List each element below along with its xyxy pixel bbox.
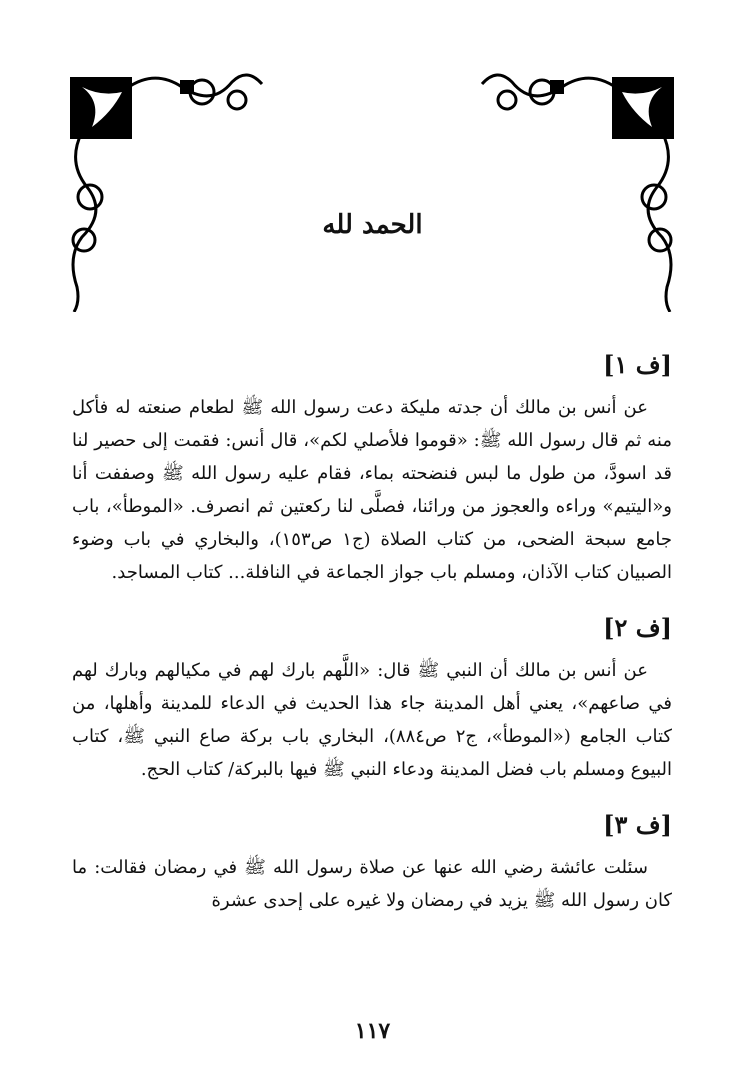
ornamental-header-frame xyxy=(62,62,682,312)
text-body xyxy=(72,350,672,941)
page-title: الحمد لله xyxy=(322,210,423,240)
section-paragraph: عن أنس بن مالك أن النبي ﷺ قال: «اللَّهم بارك لهم في مكيالهم وبارك لهم في صاعهم»، يعني أهل المدينة جاء هذا الحديث في الدعاء للمدينة وأهلها، من كتاب الجامع («الموطأ»، ج٢ ص٨٨٤)، البخاري باب بركة صاع النبي ﷺ، كتاب البيوع ومسلم باب فضل المدينة ودعاء النبي ﷺ فيها بالبركة/ كتاب الحج. xyxy=(72,660,673,780)
section-paragraph: عن أنس بن مالك أن جدته مليكة دعت رسول الله ﷺ لطعام صنعته له فأكل منه ثم قال رسول الله ﷺ: «قوموا فلأصلي لكم»، قال أنس: فقمت إلى حصير لنا قد اسودَّ، من طول ما لبس فنضحته بماء، فقام عليه رسول الله ﷺ وصففت أنا و«اليتيم» وراءه والعجوز من ورائنا، فصلَّى لنا ركعتين ثم انصرف. «الموطأ»، باب جامع سبحة الضحى، من كتاب الصلاة (ج١ ص١٥٣)، والبخاري في باب وضوء الصبيان كتاب الآذان، ومسلم باب جواز الجماعة في النافلة... كتاب المساجد. xyxy=(72,397,673,583)
page-number: ١١٧ xyxy=(354,1018,391,1044)
section-2 xyxy=(72,613,672,786)
section-1 xyxy=(72,350,672,589)
section-3 xyxy=(72,810,672,917)
section-heading: [ف ٣] xyxy=(603,810,672,839)
section-paragraph: سئلت عائشة رضي الله عنها عن صلاة رسول الله ﷺ في رمضان فقالت: ما كان رسول الله ﷺ يزيد في رمضان ولا غيره على إحدى عشرة xyxy=(72,857,672,911)
section-heading: [ف ١] xyxy=(603,350,672,379)
section-heading: [ف ٢] xyxy=(603,613,672,642)
